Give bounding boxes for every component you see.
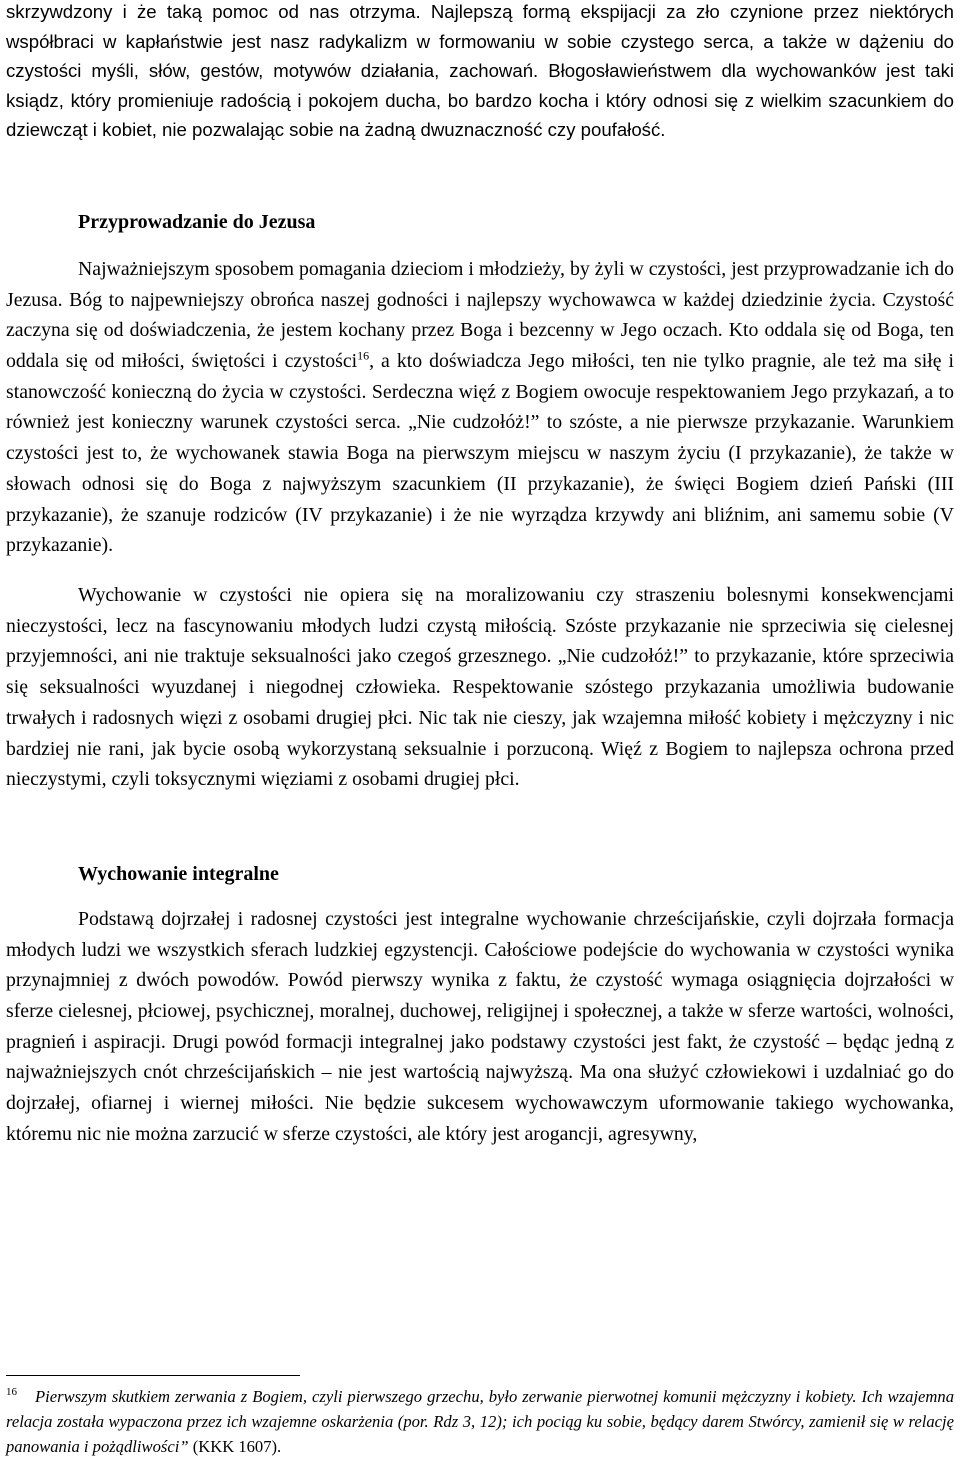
section-heading-wychowanie-integralne: Wychowanie integralne <box>78 862 279 885</box>
footnote-text: Pierwszym skutkiem zerwania z Bogiem, czyli pierwszego grzechu, było zerwanie pierwotnej komunii mężczyzny i kobiety. Ich wzajemna relacja została wypaczona przez ich wzajemne oskarżenia (por. Rdz 3, 12); ich pociąg ku sobie, będący darem Stwórcy, zamienił się w relację panowania i pożądliwości” <box>6 1387 954 1456</box>
section1-paragraph-1-continuation: , a kto doświadcza Jego miłości, ten nie tylko pragnie, ale też ma siłę i stanowczość konieczną do życia w czystości. Serdeczna więź z Bogiem owocuje respektowaniem Jego przykazań, a to również jest konieczny warunek czystości serca. „Nie cudzołóż!” to szóste, a nie pierwsze przykazanie. Warunkiem czystości jest to, że wychowanek stawia Boga na pierwszym miejscu w naszym życiu (I przykazanie), że także w słowach odnosi się do Boga z najwyższym szacunkiem (II przykazanie), że święci Bogiem dzień Pański (III przykazanie), że szanuje rodziców (IV przykazanie) i że nie wyrządza krzywdy ani bliźnim, ani samemu sobie (V przykazanie). <box>6 350 954 557</box>
footnote <box>6 1384 954 1459</box>
section2-paragraph-1: Podstawą dojrzałej i radosnej czystości jest integralne wychowanie chrześcijańskie, czyli dojrzała formacja młodych ludzi we wszystkich sferach ludzkiej egzystencji. Całościowe podejście do wychowania w czystości wynika przynajmniej z dwóch powodów. Powód pierwszy wynika z faktu, że czystość wymaga osiągnięcia dojrzałości w sferze cielesnej, płciowej, psychicznej, moralnej, duchowej, religijnej i społecznej, a także w sferze wartości, wolności, pragnień i aspiracji. Drugi powód formacji integralnej jako podstawy czystości jest fakt, że czystość – będąc jedną z najważniejszych cnót chrześcijańskich – nie jest wartością najwyższą. Ma ona służyć człowiekowi i uzdalniać go do dojrzałej, ofiarnej i wiernej miłości. Nie będzie sukcesem wychowawczym uformowanie takiego wychowanka, któremu nic nie można zarzucić w sferze czystości, ale który jest arogancji, agresywny, <box>6 907 954 1145</box>
footnote-reference[interactable]: 16 <box>357 348 370 363</box>
footnote-separator <box>6 1375 300 1376</box>
footnote-number: 16 <box>6 1386 17 1399</box>
section1-paragraph-2: Wychowanie w czystości nie opiera się na moralizowaniu czy straszeniu bolesnymi konsekwencjami nieczystości, lecz na fascynowaniu młodych ludzi czystą miłością. Szóste przykazanie nie sprzeciwia się cielesnej przyjemności, ani nie traktuje seksualności jako czegoś grzesznego. „Nie cudzołóż!” to przykazanie, które sprzeciwia się seksualności wyuzdanej i niegodnej człowieka. Respektowanie szóstego przykazania umożliwia budowanie trwałych i radosnych więzi z osobami drugiej płci. Nic tak nie cieszy, jak wzajemna miłość kobiety i mężczyzny i nic bardziej nie rani, jak bycie osobą wykorzystaną seksualnie i porzuconą. Więź z Bogiem to najlepsza ochrona przed nieczystymi, czyli toksycznymi więziami z osobami drugiej płci. <box>6 584 954 791</box>
document-page <box>6 0 954 1150</box>
section1-paragraph-1 <box>6 254 954 561</box>
section1-paragraph-1-text: Najważniejszym sposobem pomagania dzieciom i młodzieży, by żyli w czystości, jest przyprowadzanie ich do Jezusa. Bóg to najpewniejszy obrońca naszej godności i najlepszy wychowawca w każdej dziedzinie życia. Czystość zaczyna się od doświadczenia, że jestem kochany przez Boga i bezcenny w Jego oczach. Kto oddala się od Boga, ten oddala się od miłości, świętości i czystości <box>6 257 954 373</box>
footnote-citation: (KKK 1607). <box>188 1437 282 1456</box>
intro-paragraph: skrzywdzony i że taką pomoc od nas otrzyma. Najlepszą formą ekspijacji za zło czynione przez niektórych współbraci w kapłaństwie jest nasz radykalizm w formowaniu w sobie czystego serca, a także w dążeniu do czystości myśli, słów, gestów, motywów działania, zachowań. Błogosławieństwem dla wychowanków jest taki ksiądz, który promieniuje radością i pokojem ducha, bo bardzo kocha i który odnosi się z wielkim szacunkiem do dziewcząt i kobiet, nie pozwalając sobie na żadną dwuznaczność czy poufałość. <box>6 1 954 141</box>
section-heading-przyprowadzanie: Przyprowadzanie do Jezusa <box>78 210 316 233</box>
